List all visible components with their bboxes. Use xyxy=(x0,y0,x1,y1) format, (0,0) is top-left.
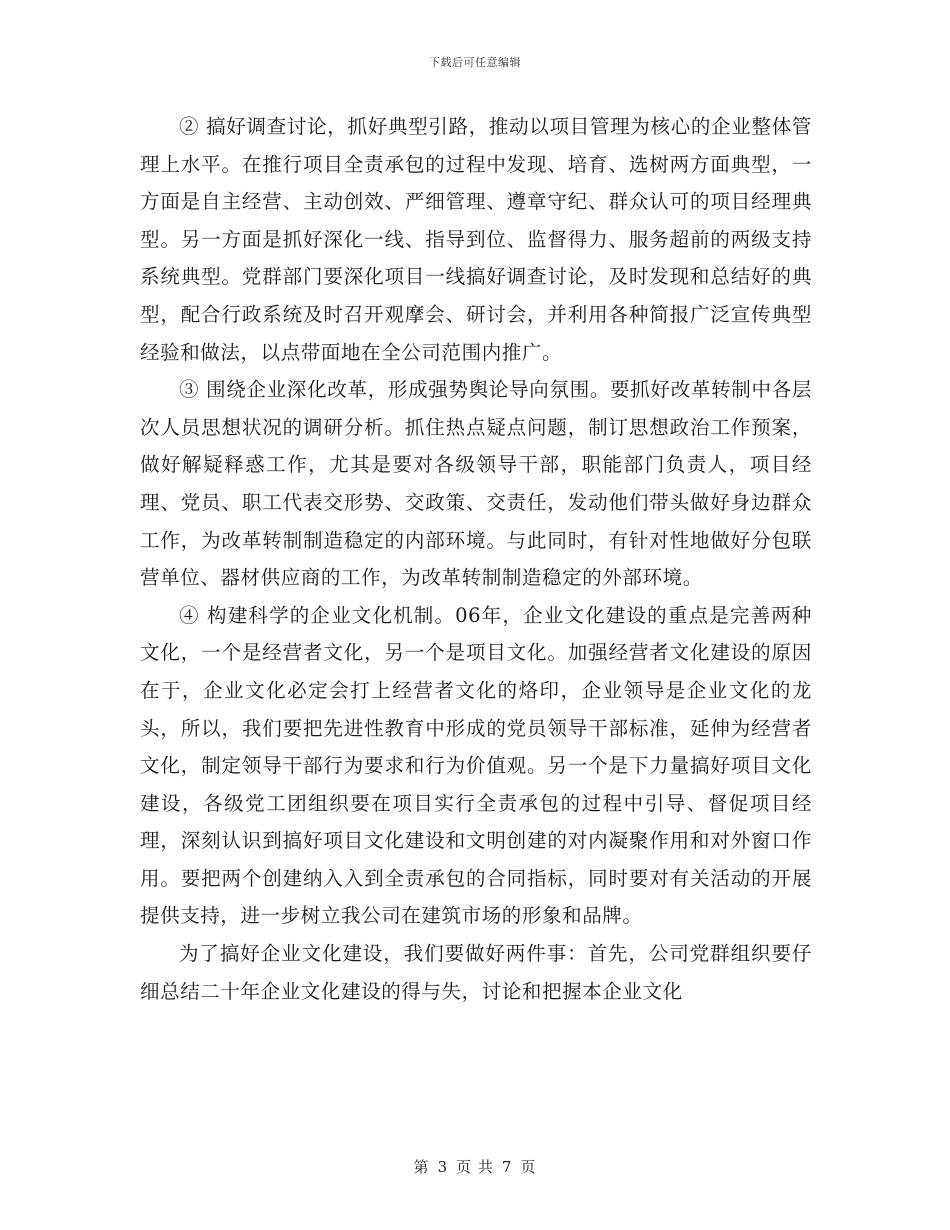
page-label-mid: 页 共 xyxy=(456,1158,494,1176)
page-header: 下载后可任意编辑 xyxy=(429,56,521,69)
page-footer xyxy=(0,1156,950,1177)
paragraph-2: ② 搞好调查讨论，抓好典型引路，推动以项目管理为核心的企业整体管理上水平。在推行项目全责承包的过程中发现、培育、选树两方面典型，一方面是自主经营、主动创效、严细管理、遵章守纪、群众认可的项目经理典型。另一方面是抓好深化一线、指导到位、监督得力、服务超前的两级支持系统典型。党群部门要深化项目一线搞好调查讨论，及时发现和总结好的典型，配合行政系统及时召开观摩会、研讨会，并利用各种简报广泛宣传典型经验和做法，以点带面地在全公司范围内推广。 xyxy=(140,115,812,364)
paragraph-4: ④ 构建科学的企业文化机制。06年，企业文化建设的重点是完善两种文化，一个是经营者文化，另一个是项目文化。加强经营者文化建设的原因在于，企业文化必定会打上经营者文化的烙印，企业领导是企业文化的龙头，所以，我们要把先进性教育中形成的党员领导干部标准，延伸为经营者文化，制定领导干部行为要求和行为价值观。另一个是下力量搞好项目文化建设，各级党工团组织要在项目实行全责承包的过程中引导、督促项目经理，深刻认识到搞好项目文化建设和文明创建的对内凝聚作用和对外窗口作用。要把两个创建纳入入到全责承包的合同指标，同时要对有关活动的开展提供支持，进一步树立我公司在建筑市场的形象和品牌。 xyxy=(140,603,812,928)
page-label-suffix: 页 xyxy=(520,1158,537,1176)
page-label-prefix: 第 xyxy=(413,1158,430,1176)
page-number-total: 7 xyxy=(501,1158,513,1176)
paragraph-3: ③ 围绕企业深化改革，形成强势舆论导向氛围。要抓好改革转制中各层次人员思想状况的调研分析。抓住热点疑点问题，制订思想政治工作预案，做好解疑释惑工作，尤其是要对各级领导干部，职能部门负责人，项目经理、党员、职工代表交形势、交政策、交责任，发动他们带头做好身边群众工作，为改革转制制造稳定的内部环境。与此同时，有针对性地做好分包联营单位、器材供应商的工作，为改革转制制造稳定的外部环境。 xyxy=(140,378,812,590)
page-number-current: 3 xyxy=(437,1158,449,1176)
paragraph-5: 为了搞好企业文化建设，我们要做好两件事：首先，公司党群组织要仔细总结二十年企业文化建设的得与失，讨论和把握本企业文化 xyxy=(140,942,812,1003)
document-body xyxy=(140,108,812,1010)
